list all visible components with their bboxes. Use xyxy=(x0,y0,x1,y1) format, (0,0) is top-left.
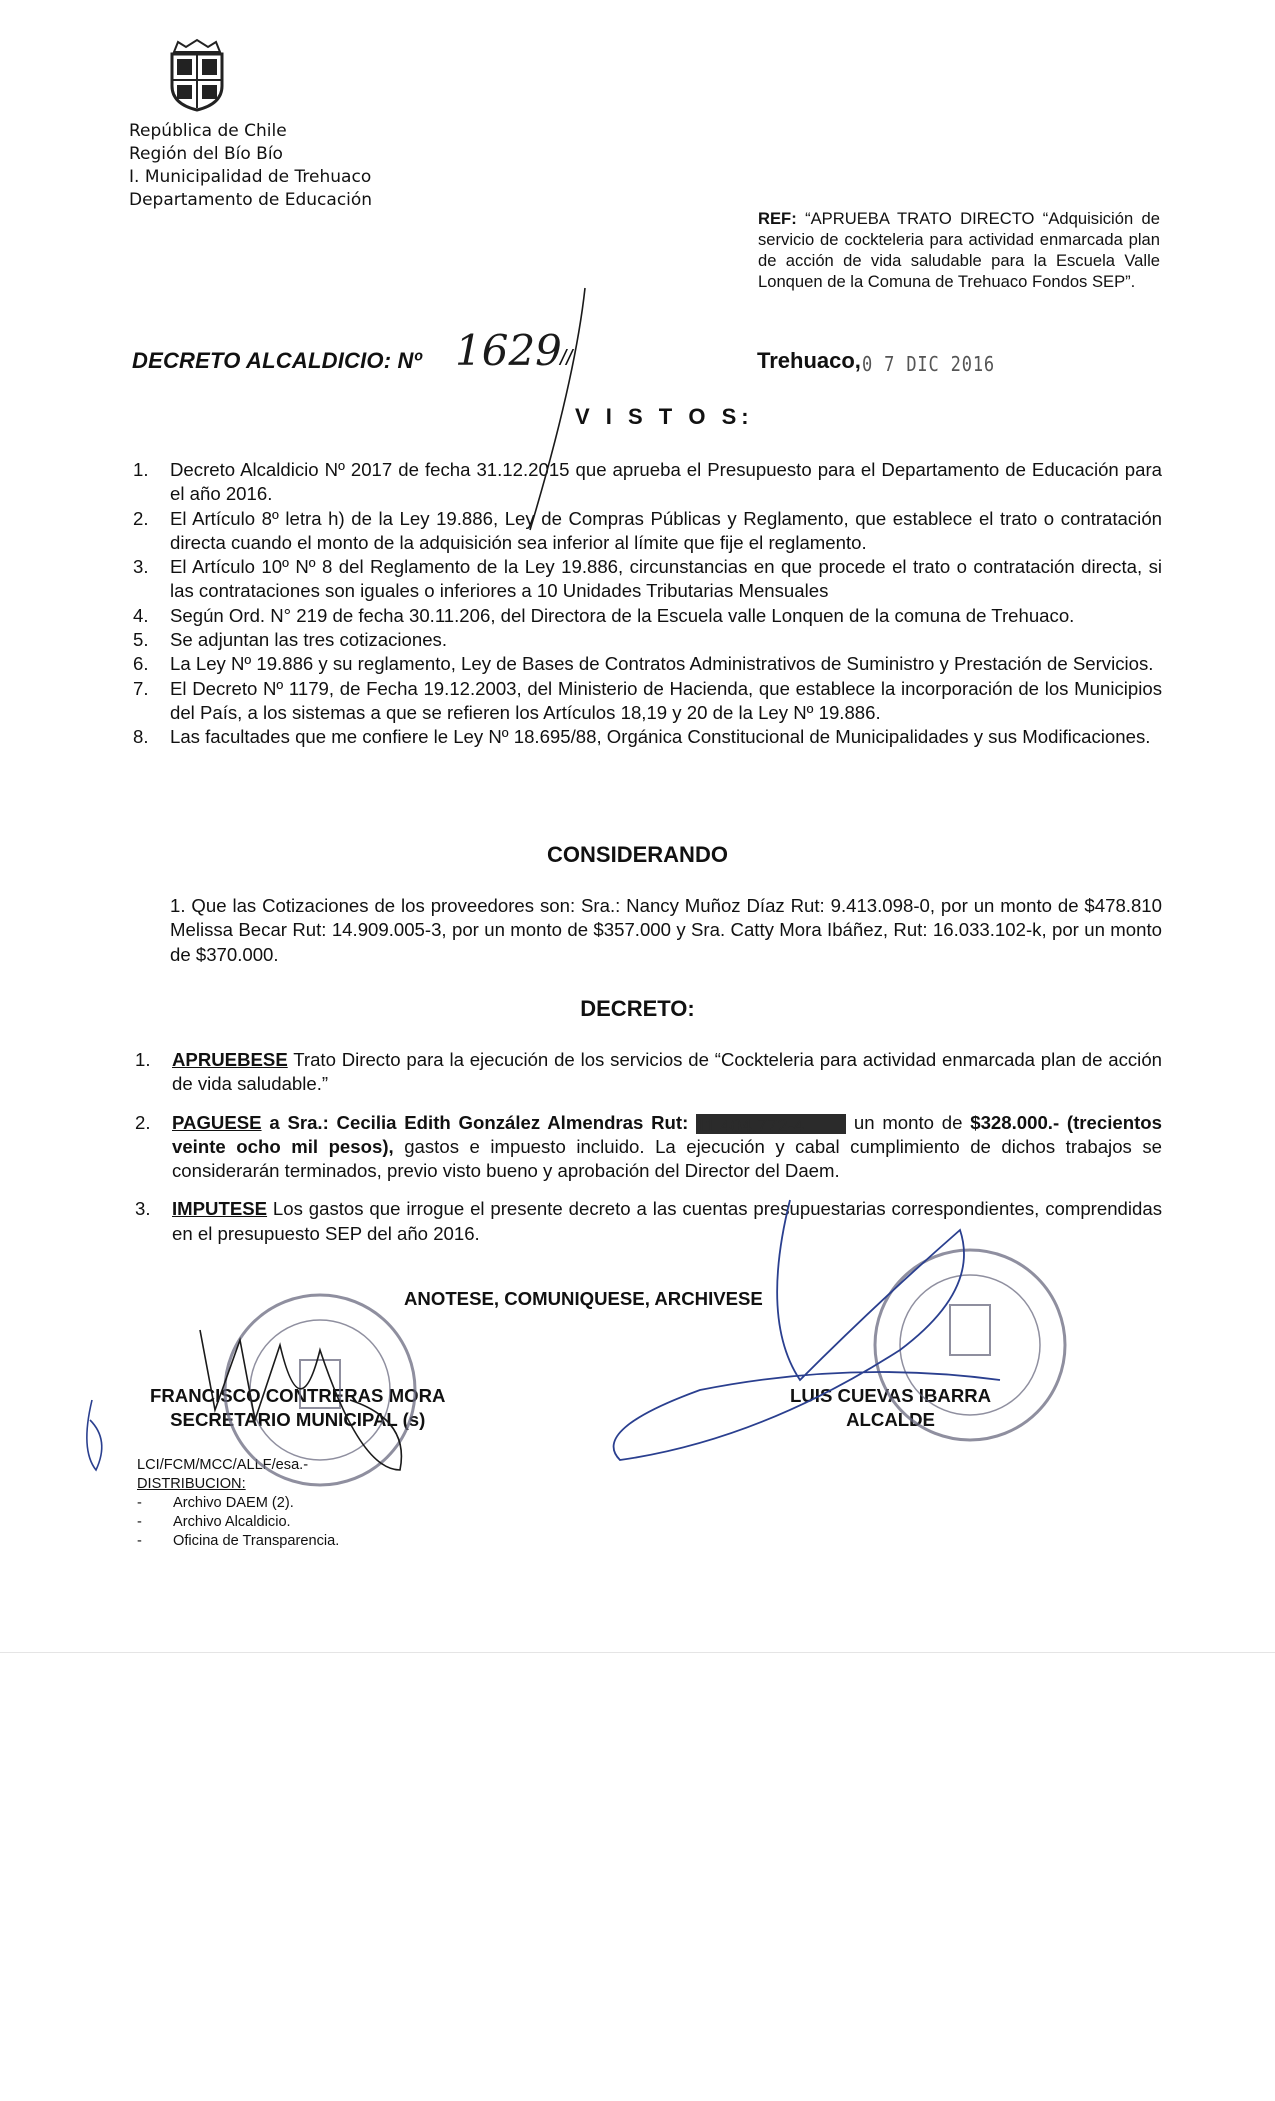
decree-suffix: // xyxy=(560,345,573,370)
list-item: 1. APRUEBESE Trato Directo para la ejecución de los servicios de “Cockteleria para actividad enmarcada plan de acción de vida saludable.” xyxy=(135,1049,1162,1095)
signer-name: LUIS CUEVAS IBARRA xyxy=(790,1385,992,1406)
keyword-imputese: IMPUTESE xyxy=(172,1198,268,1220)
header-line: Departamento de Educación xyxy=(129,190,373,210)
considerando-text: 1. Que las Cotizaciones de los proveedores son: Sra.: Nancy Muñoz Díaz Rut: 9.413.098-0, por un monto de $478.810 Melissa Becar Rut: 14.909.005-3, por un monto de $357.000 y Sra. Catty Mora Ibáñez, Rut: 16.033.102-k, por un monto de $370.000. xyxy=(170,895,1162,965)
issuer-header xyxy=(129,120,372,212)
keyword-apruebese: APRUEBESE xyxy=(172,1049,288,1070)
municipal-crest-icon xyxy=(166,38,228,112)
ref-label: REF: xyxy=(758,209,797,228)
signer-role: ALCALDE xyxy=(846,1409,935,1430)
list-item: - Archivo Alcaldicio. xyxy=(137,1514,291,1530)
decreto-list xyxy=(130,1048,1162,1260)
ref-text: “APRUEBA TRATO DIRECTO “Adquisición de servicio de cockteleria para actividad enmarcada plan de acción de vida saludable para la Escuela Valle Lonquen de la Comuna de Trehuaco Fondos SEP”. xyxy=(758,209,1160,291)
payment-amount: $328.000.- (trecientos veinte ocho mil pesos), xyxy=(172,1111,1162,1157)
footer-distribution xyxy=(137,1456,339,1551)
list-item: 8. Las facultades que me confiere le Ley Nº 18.695/88, Orgánica Constitucional de Municipalidades y sus Modificaciones. xyxy=(133,726,1151,748)
reference-block xyxy=(758,208,1160,292)
distribution-label: DISTRIBUCION: xyxy=(137,1476,246,1492)
vistos-list xyxy=(130,458,1162,750)
list-item: 5. Se adjuntan las tres cotizaciones. xyxy=(133,629,447,651)
list-item: - Archivo DAEM (2). xyxy=(137,1495,294,1511)
decreto-heading: DECRETO: xyxy=(580,996,695,1021)
list-item: - Oficina de Transparencia. xyxy=(137,1533,340,1549)
decree-number: 1629 xyxy=(455,326,562,375)
list-item: 2. PAGUESE a Sra.: Cecilia Edith González Almendras Rut: 11.404.772-4 un monto de $328.000.- (trecientos veinte ocho mil pesos), gastos e impuesto incluido. La ejecución y cabal cumplimiento de dichos trabajos se considerarán terminados, previo visto bueno y aprobación del Director del Daem. xyxy=(135,1111,1162,1182)
signature-secretary-mark xyxy=(87,1400,102,1470)
place-label: Trehuaco, xyxy=(757,348,861,373)
signature-block-secretary xyxy=(150,1384,445,1432)
redacted-rut: 11.404.772-4 xyxy=(696,1114,846,1134)
list-item: 1. Decreto Alcaldicio Nº 2017 de fecha 31.12.2015 que aprueba el Presupuesto para el Departamento de Educación para el año 2016. xyxy=(133,459,1162,505)
signer-role: SECRETARIO MUNICIPAL (s) xyxy=(170,1409,426,1430)
initials: LCI/FCM/MCC/ALLF/esa.- xyxy=(137,1457,309,1473)
considerando-heading: CONSIDERANDO xyxy=(547,842,728,867)
signature-block-mayor xyxy=(790,1384,991,1432)
list-item: 4. Según Ord. N° 219 de fecha 30.11.206, del Directora de la Escuela valle Lonquen de la comuna de Trehuaco. xyxy=(133,604,1075,626)
list-item: 3. IMPUTESE Los gastos que irrogue el presente decreto a las cuentas presupuestarias correspondientes, comprendidas en el presupuesto SEP del año 2016. xyxy=(135,1198,1162,1244)
header-line: I. Municipalidad de Trehuaco xyxy=(129,167,372,187)
list-item: 3. El Artículo 10º Nº 8 del Reglamento de la Ley 19.886, circunstancias en que procede el trato o contratación directa, si las contrataciones son iguales o inferiores a 10 Unidades Tributarias Mensuales xyxy=(133,556,1162,602)
keyword-paguese: PAGUESE xyxy=(172,1111,262,1133)
date-stamp: 0 7 DIC 2016 xyxy=(862,352,996,376)
header-line: Región del Bío Bío xyxy=(129,144,283,164)
signer-name: FRANCISCO CONTRERAS MORA xyxy=(150,1385,446,1406)
header-line: República de Chile xyxy=(129,121,287,141)
list-item: 2. El Artículo 8º letra h) de la Ley 19.886, Ley de Compras Públicas y Reglamento, que establece el trato o contratación directa cuando el monto de la adquisición sea inferior al límite que fije el reglamento. xyxy=(133,507,1162,553)
list-item: 7. El Decreto Nº 1179, de Fecha 19.12.2003, del Ministerio de Hacienda, que establece la incorporación de los Municipios del País, a los sistemas a que se refieren los Artículos 18,19 y 20 de la Ley Nº 19.886. xyxy=(133,677,1162,723)
blank-scan-area xyxy=(0,1652,1275,2101)
vistos-heading: V I S T O S: xyxy=(575,404,754,429)
closing-formula: ANOTESE, COMUNIQUESE, ARCHIVESE xyxy=(404,1288,763,1309)
list-item: 6. La Ley Nº 19.886 y su reglamento, Ley de Bases de Contratos Administrativos de Suministro y Prestación de Servicios. xyxy=(133,653,1154,675)
decree-title: DECRETO ALCALDICIO: Nº xyxy=(132,348,422,373)
